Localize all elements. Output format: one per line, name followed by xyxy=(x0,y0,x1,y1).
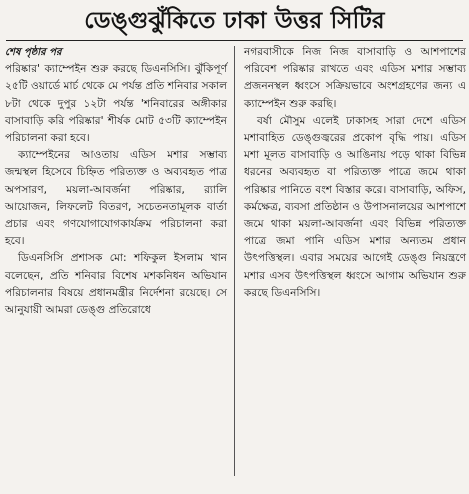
right-column xyxy=(244,44,466,302)
continued-label: শেষ পৃষ্ঠার পর xyxy=(5,47,62,58)
headline: ডেঙ্গুঝুঁকিতে ঢাকা উত্তর সিটির xyxy=(84,8,385,34)
cut-off-next-headline xyxy=(40,483,440,494)
paragraph-2: ক্যাম্পেইনের আওতায় এডিস মশার সম্ভাব্য জন্মস্থল হিসেবে চিহ্নিত পরিত্যক্ত ও অব্যবহৃত পাত্র অপসারণ, ময়লা-আবর্জনা পরিষ্কার, র‌্যালি আয়োজন, লিফলেট বিতরণ, সচেতনতামূলক বার্তা প্রচার এবং গণযোগাযোগকার্যক্রম পরিচালনা করা হবে। xyxy=(5,149,227,248)
cut-off-text-glyphs xyxy=(40,488,440,494)
left-column xyxy=(5,44,227,319)
paragraph-1: পরিষ্কার' ক্যাম্পেইন শুরু করছে ডিএনসিসি। ঝুঁকিপূর্ণ ২৫টি ওয়ার্ডে মার্চ থেকে মে পর্যন্ত প্রতি শনিবার সকাল ৮টা থেকে দুপুর ১২টা পর্যন্ত 'শনিবারের অঙ্গীকার বাসাবাড়ি করি পরিষ্কার' শীর্ষক মোট ৫৩টি ক্যাম্পেইন পরিচালনা করা হবে। xyxy=(5,63,227,145)
column-divider xyxy=(234,46,235,476)
paragraph-4: নগরবাসীকে নিজ নিজ বাসাবাড়ি ও আশপাশের পরিবেশ পরিষ্কার রাখতে এবং এডিস মশার সম্ভাব্য প্রজননস্থল ধ্বংসে সক্রিয়ভাবে অংশগ্রহণের জন্য এ ক্যাম্পেইন শুরু করছি। xyxy=(244,46,466,110)
paragraph-5: বর্ষা মৌসুম এলেই ঢাকাসহ সারা দেশে এডিস মশাবাহিত ডেঙ্গুজ্বরের প্রকোপ বৃদ্ধি পায়। এডিস মশা মূলত বাসাবাড়ি ও আঙিনায় পড়ে থাকা বিভিন্ন ধরনের অব্যবহৃত বা পরিত্যক্ত পাত্রে জমে থাকা পরিষ্কার পানিতে বংশ বিস্তার করে। বাসাবাড়ি, অফিস, কর্মক্ষেত্র, ব্যবসা প্রতিষ্ঠান ও উপাসনালয়ের আশপাশে জমে থাকা ময়লা-আবর্জনা এবং বিভিন্ন পরিত্যক্ত পাত্রে জমা পানি এডিস মশার অন্যতম প্রধান উৎপত্তিস্থল। এবার সময়ের আগেই ডেঙ্গু নিয়ন্ত্রণে মশার এসব উৎপত্তিস্থল ধ্বংসে আগাম অভিযান শুরু করছে ডিএনসিসি। xyxy=(244,114,466,299)
headline-rule xyxy=(6,40,463,41)
paragraph-3: ডিএনসিসি প্রশাসক মো: শফিকুল ইসলাম খান বলেছেন, প্রতি শনিবার বিশেষ মশকনিধন অভিযান পরিচালনার বিষয়ে প্রধানমন্ত্রীর নির্দেশনা রয়েছে। সে আনুযায়ী আমরা ডেঙ্গু প্রতিরোধে xyxy=(5,252,227,317)
